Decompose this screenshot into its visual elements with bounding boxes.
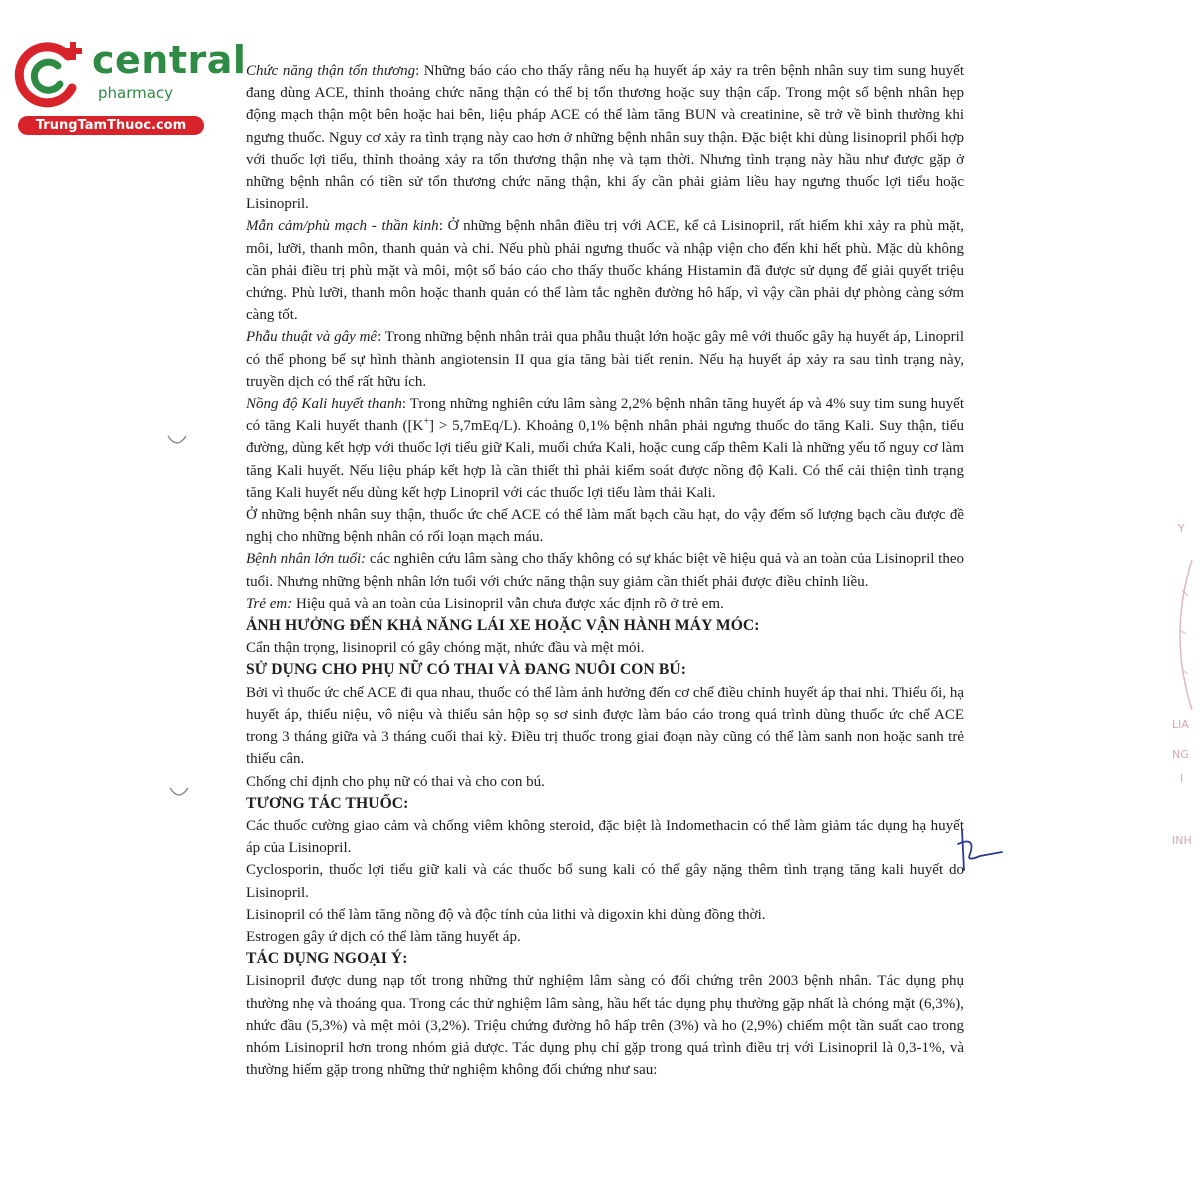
paragraph-lithium: Lisinopril có thể làm tăng nồng độ và độc tính của lithi và digoxin khi dùng đồng thời.: [246, 906, 766, 923]
heading-interactions: TƯƠNG TÁC THUỐC:: [246, 794, 409, 812]
logo-name: central: [92, 38, 247, 82]
paragraph-surgery: [246, 326, 964, 393]
section-label: Phẫu thuật và gây mê: [246, 329, 378, 346]
paragraph-text: : Những báo cáo cho thấy rằng nếu hạ huyết áp xảy ra trên bệnh nhân suy tim sung huyết đang dùng ACE, thỉnh thoảng chức năng thận có thể bị tổn thương hoặc suy thận cấp. Trong một số bệnh nhân hẹp động mạch thận một bên hoặc hai bên, liệu pháp ACE có thể làm tăng BUN và creatinine, sẽ trở về bình thường khi ngưng thuốc. Nguy cơ xảy ra tình trạng này cao hơn ở những bệnh nhân suy thận. Đặc biệt khi dùng lisinopril phối hợp với thuốc lợi tiểu, thỉnh thoảng xảy ra tổn thương thận nhẹ và tạm thời. Nhưng tình trạng này hầu như được gặp ở những bệnh nhân có tiền sử tổn thương chức năng thận, khi ấy cần phải giảm liều hay ngưng thuốc lợi tiểu hoặc Lisinopril.: [246, 63, 964, 213]
signature-mark-icon: [952, 826, 1008, 876]
section-label: Mẫn cảm/phù mạch - thần kinh: [246, 218, 439, 235]
punch-hole-mark-icon: [168, 786, 190, 800]
superscript: +: [423, 416, 429, 428]
leaflet-text: [246, 60, 964, 1081]
stamp-fragment: NG: [1172, 748, 1189, 761]
central-pharmacy-logo: [10, 36, 247, 136]
stamp-fragment: INH: [1172, 834, 1192, 847]
paragraph-renal-failure: Ở những bệnh nhân suy thận, thuốc ức chế ACE có thể làm mất bạch cầu hạt, do vậy đếm số lượng bạch cầu được đề nghị cho những bệnh nhân có rối loạn mạch máu.: [246, 507, 964, 546]
logo-website: TrungTamThuoc.com: [18, 116, 204, 135]
paragraph-text: Hiệu quả và an toàn của Lisinopril vẫn chưa được xác định rõ ở trẻ em.: [292, 595, 724, 612]
heading-side-effects: TÁC DỤNG NGOẠI Ý:: [246, 950, 408, 968]
paragraph-pregnancy: Bởi vì thuốc ức chế ACE đi qua nhau, thuốc có thể làm ảnh hưởng đến cơ chế điều chỉnh huyết áp thai nhi. Thiểu ối, hạ huyết áp, thiểu niệu, vô niệu và thiểu sản hộp sọ sơ sinh được làm báo cáo trong quá trình dùng thuốc ức chế ACE trong 3 tháng giữa và 3 tháng cuối thai kỳ. Điều trị thuốc trong giai đoạn này cũng có thể làm sanh non hoặc sanh trẻ thiếu cân.: [246, 684, 964, 768]
section-label: Chức năng thận tổn thương: [246, 63, 416, 79]
section-label: Bệnh nhân lớn tuổi:: [246, 551, 367, 568]
paragraph-text: : Ở những bệnh nhân điều trị với ACE, kể cả Lisinopril, rất hiếm khi xảy ra phù mặt, môi, lưỡi, thanh môn, thanh quản và chi. Nếu phù phải ngưng thuốc và nhập viện cho đến khi hết phù. Mặc dù không cần phải điều trị phù mặt và môi, một số báo cáo cho thấy thuốc kháng Histamin đã được sử dụng để giải quyết triệu chứng. Phù lưỡi, thanh môn hoặc thanh quản có thể làm tắc nghẽn đường hô hấp, vì vậy cần phải dự phòng càng sớm càng tốt.: [246, 218, 964, 324]
paragraph-children: [246, 593, 964, 615]
heading-driving: ẢNH HƯỞNG ĐẾN KHẢ NĂNG LÁI XE HOẶC VẬN HÀNH MÁY MÓC:: [246, 617, 760, 635]
paragraph-text: ] > 5,7mEq/L). Khoảng 0,1% bệnh nhân phải ngưng thuốc do tăng Kali. Suy thận, tiểu đường, dùng kết hợp với thuốc lợi tiểu giữ Kali, muối chứa Kali, hoặc cung cấp thêm Kali là những yếu tố nguy cơ làm tăng Kali huyết. Nếu liệu pháp kết hợp là cần thiết thì phải kiểm soát được nồng độ Kali. Có thể cải thiện tình trạng tăng Kali huyết nếu dùng kết hợp Linopril với các thuốc lợi tiểu làm thải Kali.: [246, 418, 964, 501]
punch-hole-mark-icon: [166, 434, 188, 448]
paragraph-contraindication: Chống chỉ định cho phụ nữ có thai và cho con bú.: [246, 773, 545, 790]
paragraph-text: các nghiên cứu lâm sàng cho thấy không có sự khác biệt về hiệu quả và an toàn của Lisinopril theo tuổi. Nhưng những bệnh nhân lớn tuổi với chức năng thận suy giảm cần thiết phải được điều chỉnh liều.: [246, 551, 965, 590]
paragraph-text: : Trong những nghiên cứu lâm sàng 2,2% bệnh nhân tăng huyết áp và 4% suy tim sung huyết có tăng Kali huyết thanh ([K: [246, 396, 965, 435]
stamp-fragment: LIA: [1172, 718, 1189, 731]
logo-subtitle: pharmacy: [98, 84, 174, 102]
paragraph-elderly: [246, 548, 964, 592]
stamp-border-icon: [1162, 560, 1198, 710]
stamp-fragment: I: [1180, 772, 1184, 785]
section-label: Trẻ em:: [246, 595, 293, 612]
red-stamp-edge: [1160, 500, 1200, 900]
paragraph-estrogen: Estrogen gây ứ dịch có thể làm tăng huyết áp.: [246, 928, 521, 945]
paragraph-kidney: [246, 60, 964, 215]
section-label: Nồng độ Kali huyết thanh: [246, 396, 402, 413]
paragraph-cyclosporin: Cyclosporin, thuốc lợi tiểu giữ kali và các thuốc bổ sung kali có thể gây nặng thêm tình trạng tăng kali huyết do Lisinopril.: [246, 862, 964, 901]
paragraph-angioedema: [246, 215, 964, 326]
logo-mark-icon: [10, 36, 90, 116]
paragraph-side-effects: Lisinopril được dung nạp tốt trong những thử nghiệm lâm sàng có đối chứng trên 2003 bệnh nhân. Tác dụng phụ thường nhẹ và thoáng qua. Trong các thử nghiệm lâm sàng, hầu hết tác dụng phụ thường gặp nhất là chóng mặt (6,3%), nhức đầu (5,3%) và mệt mỏi (3,2%). Triệu chứng đường hô hấp trên (3%) và ho (2,9%) chiếm một tần suất cao trong nhóm Lisinopril hơn trong nhóm giả dược. Tác dụng phụ chỉ gặp trong quá trình điều trị với Lisinopril là 0,3-1%, và thường hiếm gặp trong những thử nghiệm không đối chứng như sau:: [246, 973, 964, 1079]
stamp-fragment: Y: [1178, 522, 1185, 535]
heading-pregnancy: SỬ DỤNG CHO PHỤ NỮ CÓ THAI VÀ ĐANG NUÔI CON BÚ:: [246, 661, 687, 679]
paragraph-nsaid: Các thuốc cường giao cảm và chống viêm không steroid, đặc biệt là Indomethacin có thể làm giảm tác dụng hạ huyết áp của Lisinopril.: [246, 817, 964, 857]
paragraph-text: : Trong những bệnh nhân trải qua phẫu thuật lớn hoặc gây mê với thuốc gây hạ huyết áp, Linopril có thể phong bế sự hình thành angiotensin II qua gia tăng bài tiết renin. Nếu hạ huyết áp xảy ra sau tình trạng này, truyền dịch có thể rất hữu ích.: [246, 329, 964, 390]
paragraph-driving: Cẩn thận trọng, lisinopril có gây chóng mặt, nhức đầu và mệt mỏi.: [246, 640, 645, 657]
paragraph-potassium: [246, 393, 964, 504]
